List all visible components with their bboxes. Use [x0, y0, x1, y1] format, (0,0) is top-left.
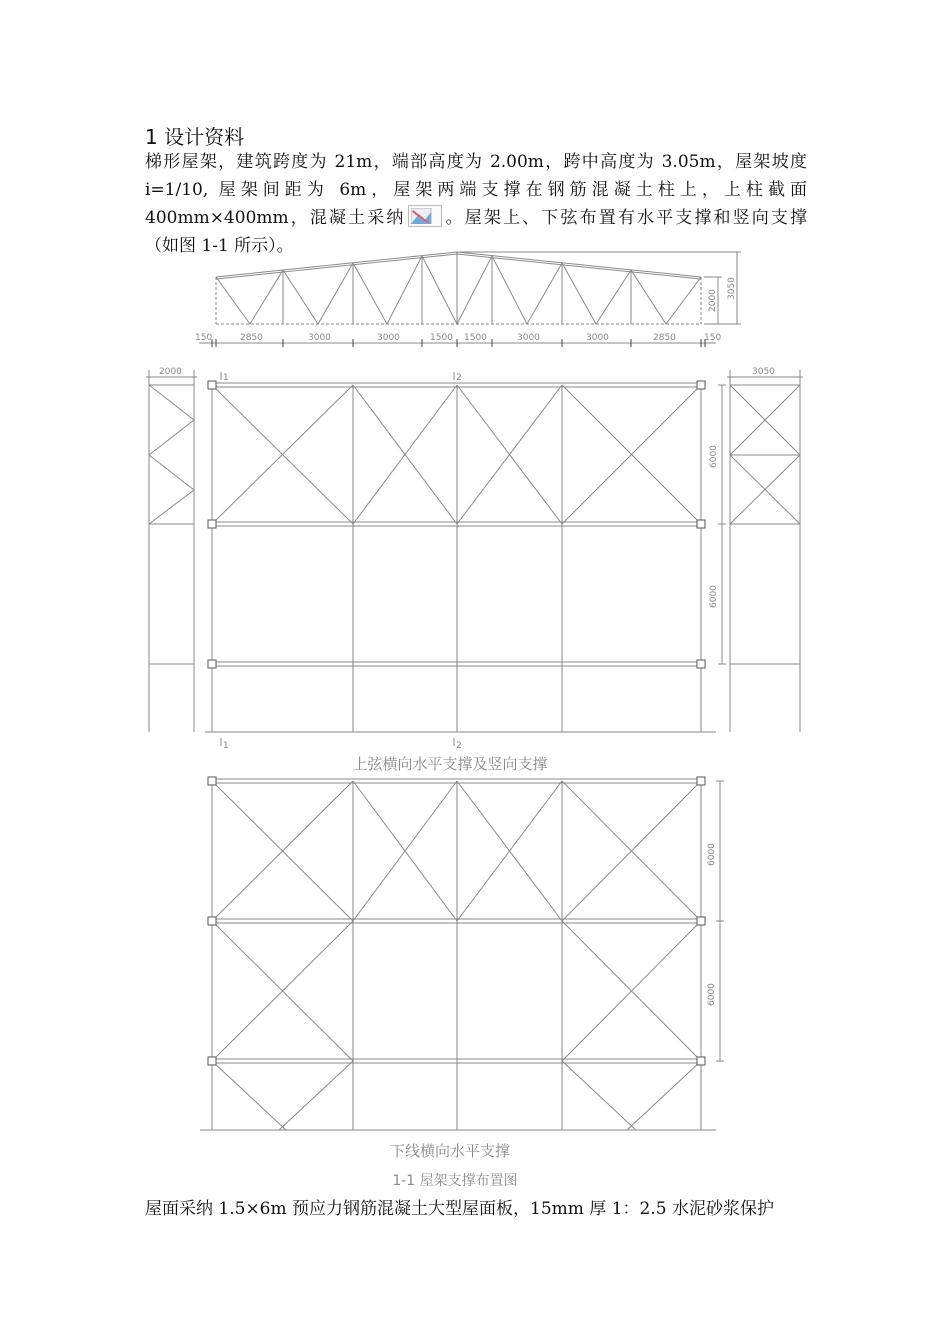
- dim-seg-2: 2850: [240, 333, 263, 343]
- intro-line-4: （如图 1-1 所示）。: [145, 236, 294, 256]
- section-heading: 1 设计资料: [145, 125, 245, 149]
- dim-seg-10: 150: [704, 333, 722, 343]
- intro-line-3b: 。屋架上、下弦布置有水平支撑和竖向支撑: [443, 208, 807, 228]
- left-elev-width: 2000: [159, 367, 182, 377]
- dim-seg-1: 150: [195, 333, 213, 343]
- dim-seg-4: 3000: [377, 333, 400, 343]
- axis-1-top: 1: [223, 373, 229, 383]
- intro-line-2: i=1/10, 屋架间距为 6m，屋架两端支撑在钢筋混凝土柱上，上柱截面: [145, 180, 807, 200]
- dim-seg-6: 1500: [464, 333, 487, 343]
- dim-seg-3: 3000: [308, 333, 331, 343]
- dim-seg-9: 2850: [653, 333, 676, 343]
- right-elev-width: 3050: [752, 367, 775, 377]
- upper-bay1-dim: 6000: [709, 445, 719, 468]
- lower-bay2-dim: 6000: [707, 983, 717, 1006]
- upper-bay2-dim: 6000: [709, 585, 719, 608]
- intro-line-3a: 400mm×400mm，混凝土采纳: [145, 208, 406, 228]
- bottom-line: 屋面采纳 1.5×6m 预应力钢筋混凝土大型屋面板，15mm 厚 1：2.5 水泥砂浆保护: [145, 1199, 774, 1219]
- upper-plan-caption: 上弦横向水平支撑及竖向支撑: [352, 755, 548, 773]
- bottom-paragraph: [145, 1195, 807, 1223]
- intro-line-1: 梯形屋架，建筑跨度为 21m，端部高度为 2.00m，跨中高度为 3.05m，屋架坡度: [145, 152, 807, 172]
- axis-1-bottom: 1: [223, 741, 229, 751]
- dim-seg-8: 3000: [586, 333, 609, 343]
- dim-seg-5: 1500: [430, 333, 453, 343]
- lower-bay1-dim: 6000: [707, 843, 717, 866]
- figure-caption: 1-1 屋架支撑布置图: [392, 1173, 518, 1189]
- dim-end-height: 2000: [708, 289, 718, 312]
- dim-mid-height: 3050: [727, 277, 737, 300]
- axis-2-top: 2: [456, 373, 462, 383]
- dim-seg-7: 3000: [517, 333, 540, 343]
- lower-plan-caption: 下线横向水平支撑: [389, 1142, 511, 1160]
- axis-2-bottom: 2: [456, 741, 462, 751]
